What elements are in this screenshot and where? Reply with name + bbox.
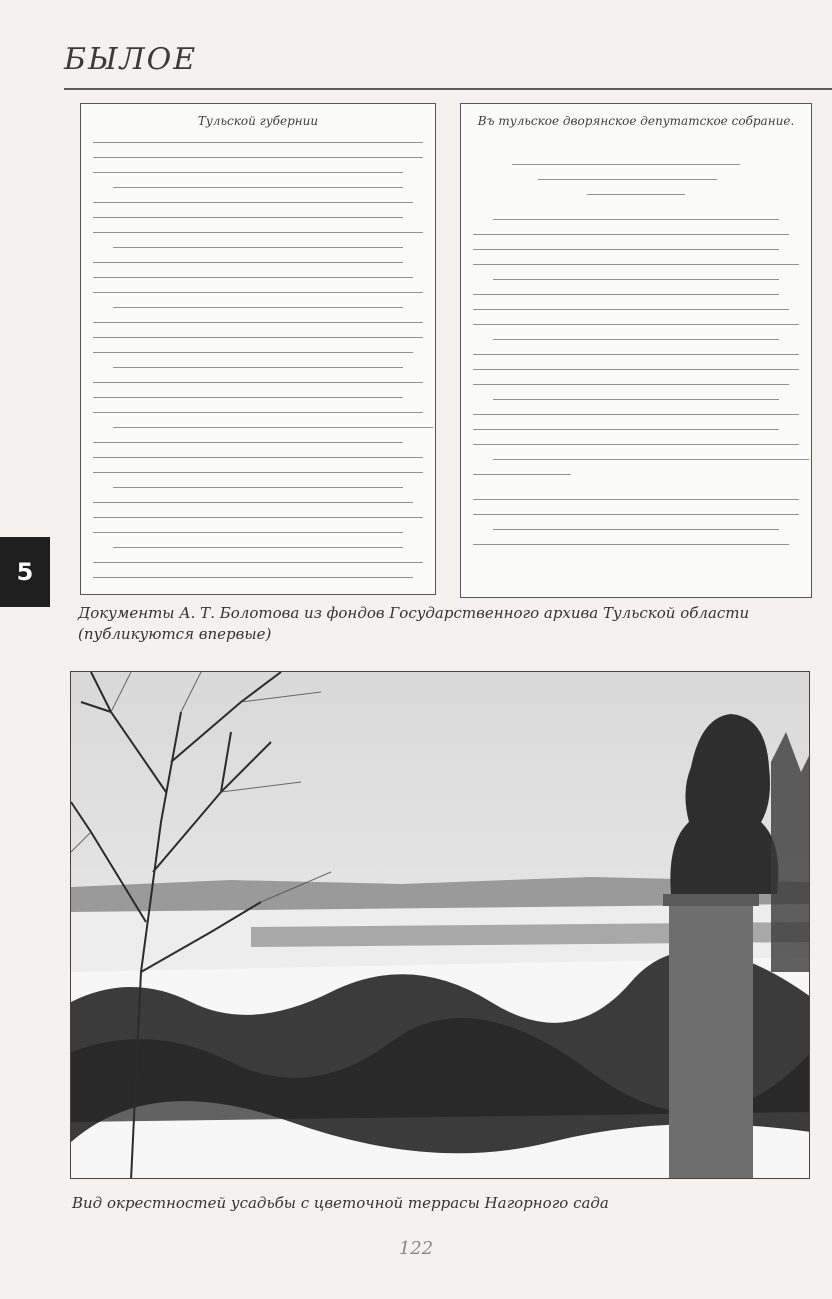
header-rule	[64, 88, 832, 90]
photo-caption: Вид окрестностей усадьбы с цветочной террасы Нагорного сада	[72, 1194, 609, 1212]
documents-caption: Документы А. Т. Болотова из фондов Государственного архива Тульской области (публикуются впервые)	[78, 604, 750, 643]
landscape-photo	[70, 671, 810, 1179]
header-title: БЫЛОЕ	[64, 42, 198, 77]
document-right-heading: Въ тульское дворянское депутатское собрание.	[477, 114, 795, 128]
section-tab	[0, 537, 50, 607]
handwritten-lines	[473, 164, 799, 587]
landscape-photo-with-bust-icon	[71, 672, 810, 1179]
page-number: 122	[398, 1238, 434, 1259]
document-image-left	[80, 103, 436, 595]
document-image-right	[460, 103, 812, 598]
handwritten-lines	[93, 142, 423, 584]
document-left-heading: Тульской губернии	[197, 114, 319, 128]
section-number: 5	[16, 558, 34, 586]
